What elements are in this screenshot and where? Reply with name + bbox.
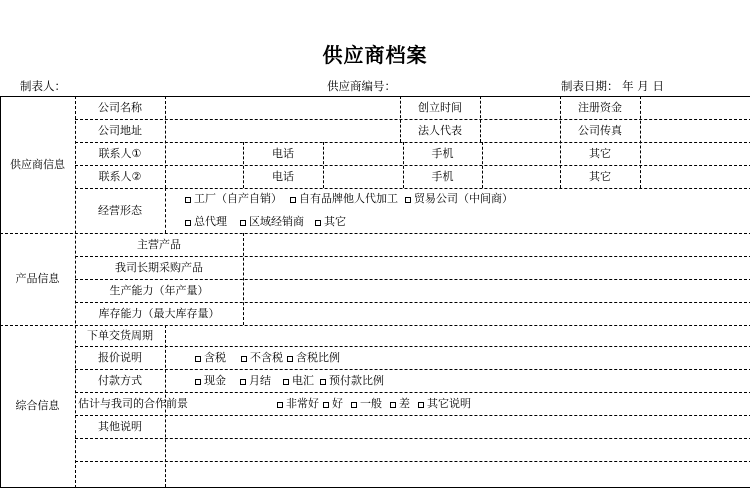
checkbox-icon <box>323 402 329 408</box>
long-term-purchase-label: 我司长期采购产品 <box>115 261 203 274</box>
date-label: 制表日期： 年 月 日 <box>561 79 664 93</box>
business-form-label: 经营形态 <box>98 204 142 217</box>
company-name-label: 公司名称 <box>98 101 142 114</box>
production-capacity-label: 生产能力（年产量） <box>109 284 209 297</box>
legal-rep-label: 法人代表 <box>418 124 462 137</box>
preparer-label: 制表人： <box>20 79 66 93</box>
option-very-good[interactable]: 非常好 <box>277 397 319 411</box>
checkbox-icon <box>287 356 293 362</box>
option-regional-dealer[interactable]: 区域经销商 <box>240 215 304 229</box>
option-wire-transfer[interactable]: 电汇 <box>283 374 314 388</box>
quote-label: 报价说明 <box>98 351 142 364</box>
company-address-label: 公司地址 <box>98 124 142 137</box>
option-average[interactable]: 一般 <box>351 397 382 411</box>
checkbox-icon <box>283 379 289 385</box>
checkbox-icon <box>320 379 326 385</box>
option-factory[interactable]: 工厂（自产自销） <box>185 192 282 206</box>
option-trading-company[interactable]: 贸易公司（中间商） <box>405 192 513 206</box>
checkbox-icon <box>185 220 191 226</box>
registered-capital-label: 注册资金 <box>578 101 622 114</box>
supplier-form-table <box>0 96 750 488</box>
contact1-mobile-label: 手机 <box>431 147 454 160</box>
option-poor[interactable]: 差 <box>390 397 410 411</box>
option-general-agent[interactable]: 总代理 <box>185 215 227 229</box>
contact2-label: 联系人② <box>98 170 142 183</box>
max-stock-label: 库存能力（最大库存量） <box>98 307 220 320</box>
other-notes-label: 其他说明 <box>98 420 142 433</box>
contact1-label: 联系人① <box>98 147 142 160</box>
option-cash[interactable]: 现金 <box>195 374 226 388</box>
section-supplier-info: 供应商信息 <box>10 158 65 171</box>
option-other-form[interactable]: 其它 <box>315 215 346 229</box>
checkbox-icon <box>405 197 411 203</box>
section-product-info: 产品信息 <box>15 272 60 285</box>
section-general-info: 综合信息 <box>15 399 60 412</box>
checkbox-icon <box>390 402 396 408</box>
checkbox-icon <box>315 220 321 226</box>
checkbox-icon <box>240 379 246 385</box>
checkbox-icon <box>277 402 283 408</box>
checkbox-icon <box>185 197 191 203</box>
payment-label: 付款方式 <box>98 374 142 387</box>
option-monthly[interactable]: 月结 <box>240 374 271 388</box>
option-other-notes[interactable]: 其它说明 <box>418 397 471 411</box>
checkbox-icon <box>351 402 357 408</box>
option-tax-ratio[interactable]: 含税比例 <box>287 351 340 365</box>
contact1-other-label: 其它 <box>589 147 611 160</box>
checkbox-icon <box>195 379 201 385</box>
cooperation-prospect-label: 估计与我司的合作前景 <box>78 397 188 410</box>
main-product-label: 主营产品 <box>137 238 181 251</box>
checkbox-icon <box>241 356 247 362</box>
contact2-other-label: 其它 <box>589 170 611 183</box>
checkbox-icon <box>240 220 246 226</box>
contact2-mobile-label: 手机 <box>431 170 454 183</box>
supplier-number-label: 供应商编号： <box>327 79 396 93</box>
option-tax-included[interactable]: 含税 <box>195 351 226 365</box>
lead-time-label: 下单交货周期 <box>87 329 153 342</box>
option-tax-excluded[interactable]: 不含税 <box>241 351 283 365</box>
company-fax-label: 公司传真 <box>578 124 622 137</box>
option-prepayment[interactable]: 预付款比例 <box>320 374 384 388</box>
checkbox-icon <box>290 197 296 203</box>
option-own-brand[interactable]: 自有品牌他人代加工 <box>290 192 398 206</box>
checkbox-icon <box>195 356 201 362</box>
option-good[interactable]: 好 <box>323 397 343 411</box>
page-title: 供应商档案 <box>322 43 428 67</box>
founded-label: 创立时间 <box>418 101 462 114</box>
checkbox-icon <box>418 402 424 408</box>
contact2-phone-label: 电话 <box>272 170 294 183</box>
contact1-phone-label: 电话 <box>272 147 294 160</box>
